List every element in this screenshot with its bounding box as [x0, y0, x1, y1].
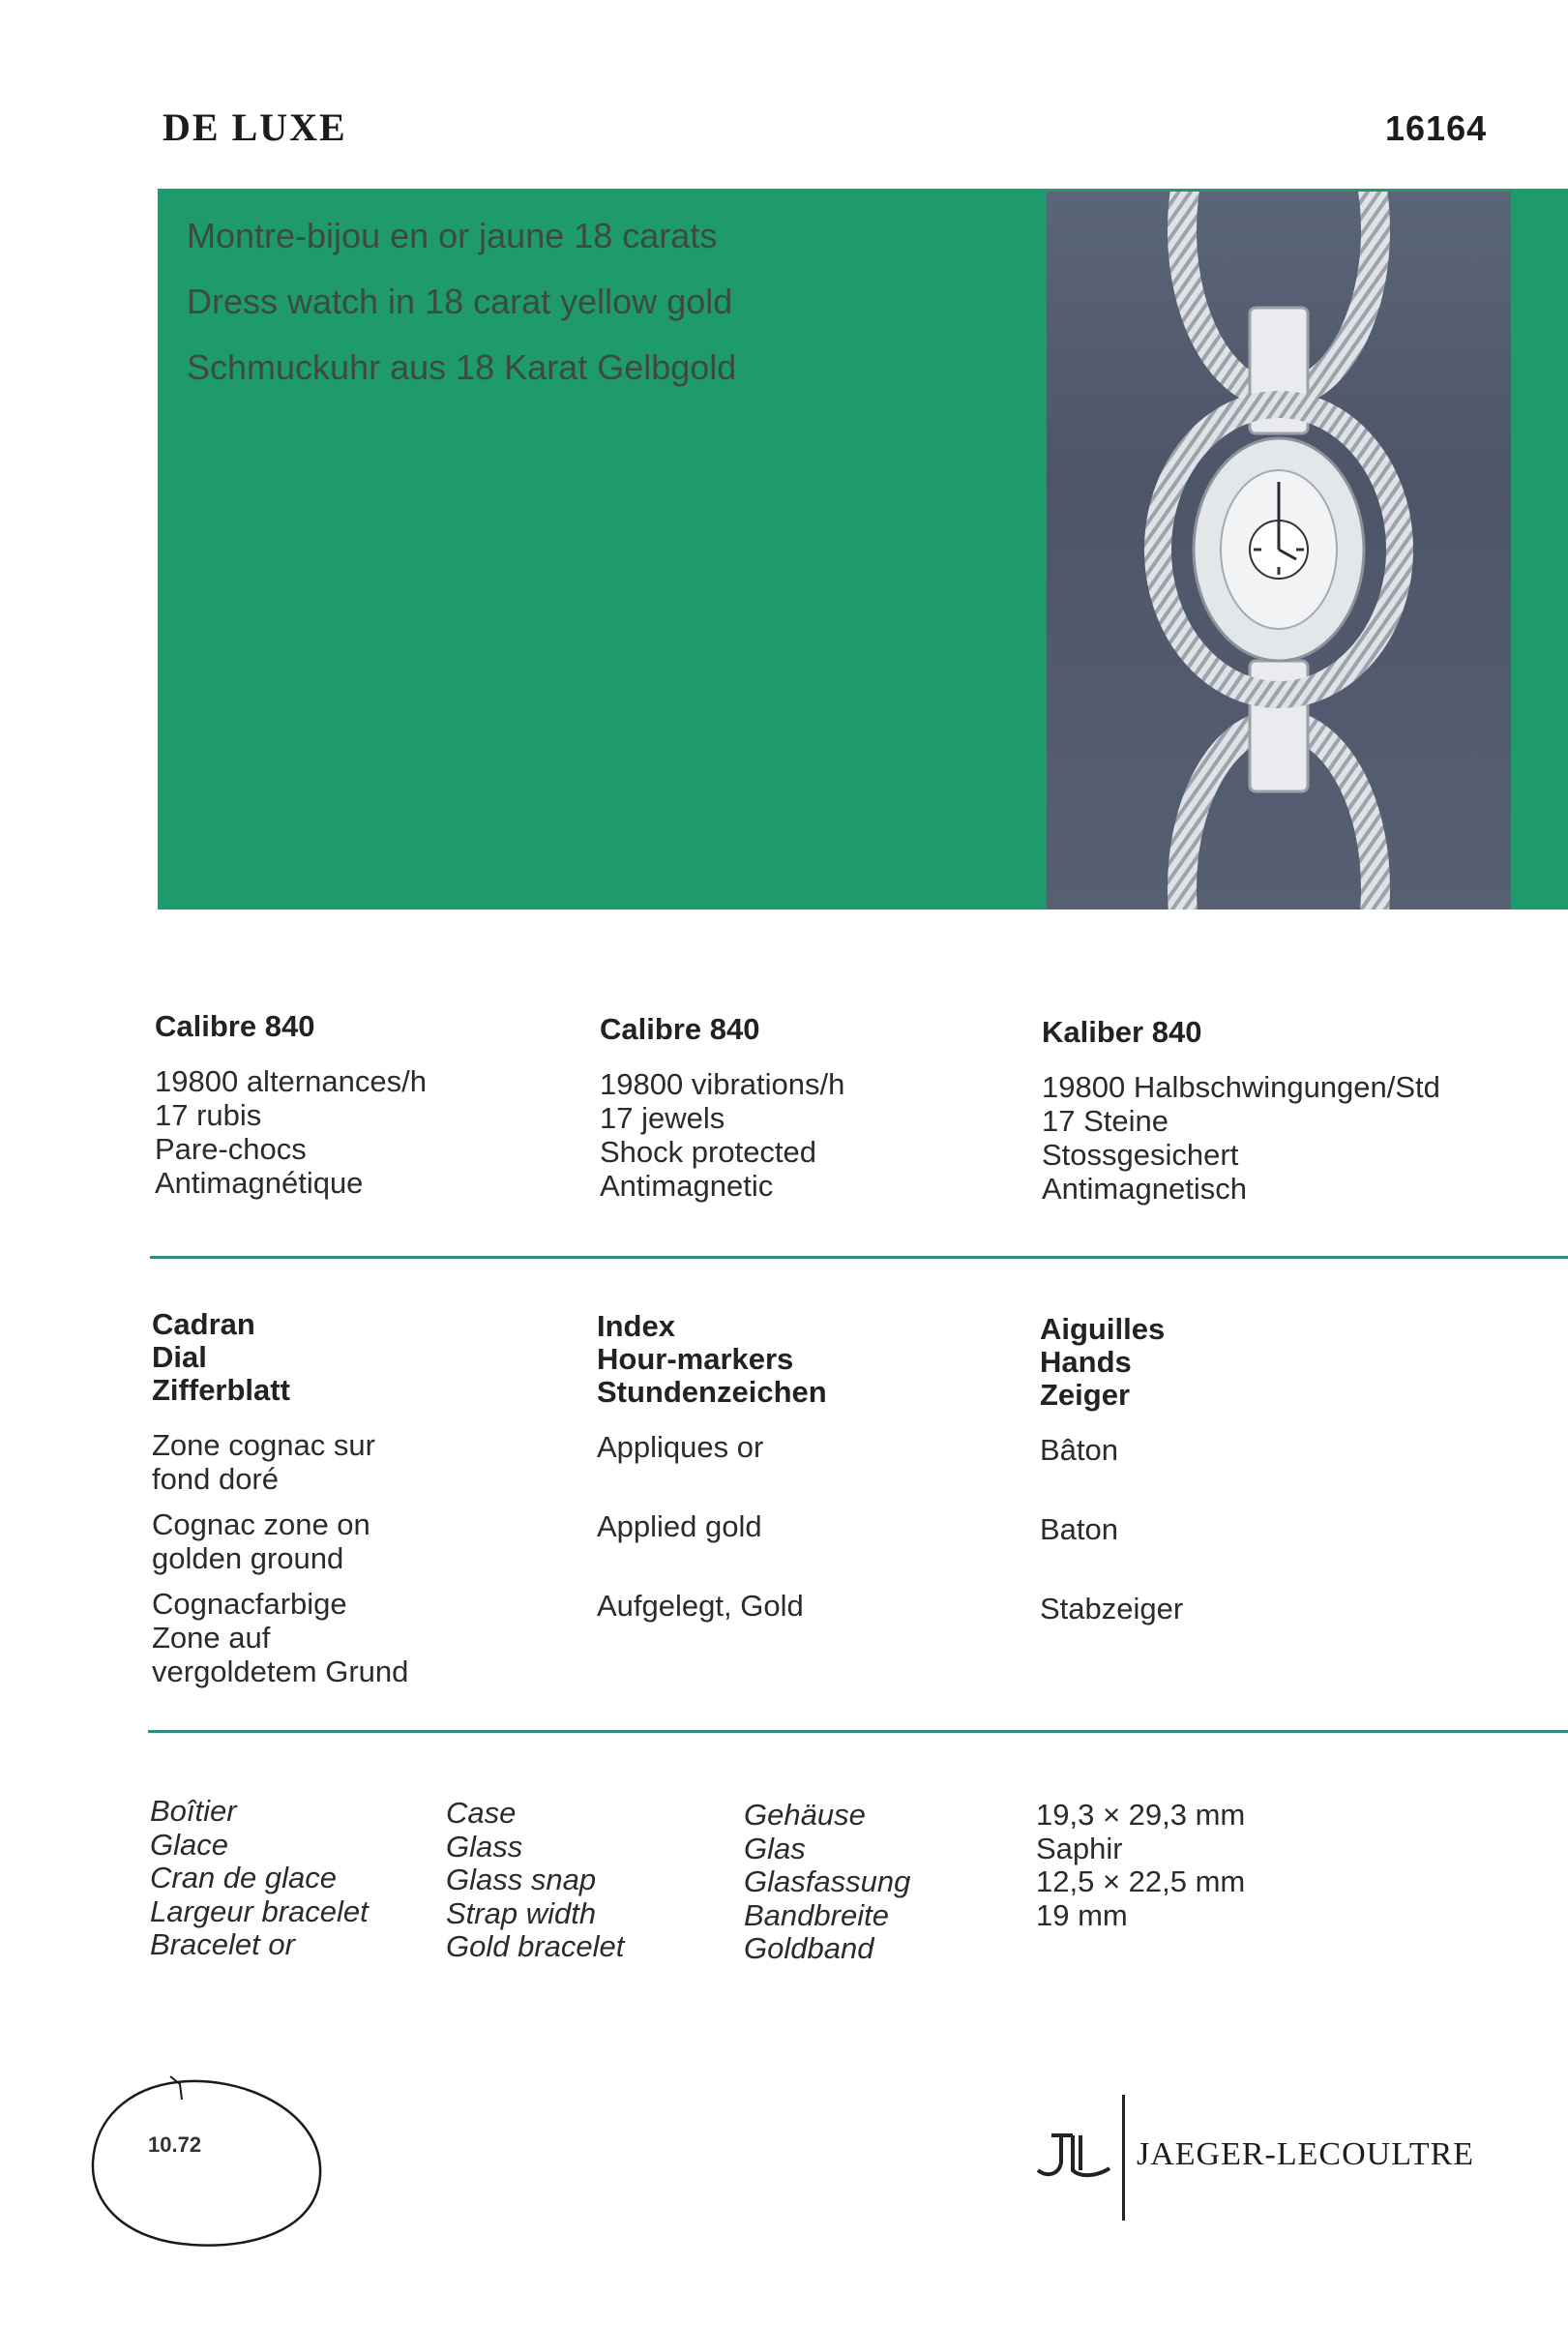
calibre-line: 17 Steine — [1042, 1104, 1169, 1138]
spec-value: 19 mm — [1036, 1897, 1128, 1932]
brand-logo-text: JAEGER-LECOULTRE — [1137, 2136, 1475, 2172]
watch-photo — [1047, 192, 1511, 910]
index-heading: Hour-markers — [597, 1342, 794, 1376]
dial-value-line: Cognacfarbige — [152, 1587, 347, 1621]
index-value: Aufgelegt, Gold — [597, 1589, 804, 1623]
spec-label-fr: Bracelet or — [150, 1927, 295, 1961]
spec-label-fr: Cran de glace — [150, 1861, 338, 1894]
dial-value-line: Zone cognac sur — [152, 1428, 375, 1462]
spec-label-fr: Glace — [150, 1827, 228, 1862]
section-divider — [148, 1730, 1568, 1733]
watch-illustration — [1047, 192, 1511, 910]
spec-label-de: Glasfassung — [744, 1864, 911, 1898]
hands-value: Baton — [1040, 1512, 1119, 1546]
brand-logo — [1030, 2090, 1553, 2225]
calibre-line: Pare-chocs — [155, 1132, 307, 1166]
spec-label-de: Gehäuse — [744, 1798, 866, 1832]
index-heading: Stundenzeichen — [597, 1375, 827, 1409]
spec-value: 12,5 × 22,5 mm — [1036, 1864, 1246, 1898]
calibre-line: Antimagnétique — [155, 1166, 364, 1200]
dial-value-line: vergoldetem Grund — [152, 1655, 409, 1688]
jl-monogram-icon — [1030, 2124, 1117, 2192]
calibre-col-de — [1042, 1016, 1440, 1206]
spec-label-de: Glas — [744, 1831, 806, 1865]
dial-heading: Cadran — [152, 1307, 255, 1341]
dial-value-line: golden ground — [152, 1541, 344, 1575]
calibre-line: Shock protected — [600, 1135, 817, 1169]
calibre-heading-en: Calibre 840 — [600, 1012, 760, 1046]
dial-heading: Dial — [152, 1340, 207, 1374]
spec-label-en: Strap width — [446, 1895, 597, 1930]
specs-col-de — [744, 1799, 910, 1966]
index-value: Appliques or — [597, 1430, 764, 1464]
calibre-col-en — [600, 1013, 844, 1203]
hands-value: Stabzeiger — [1040, 1592, 1184, 1625]
dial-col — [152, 1308, 408, 1688]
spec-label-en: Case — [446, 1796, 517, 1830]
logo-divider — [1122, 2095, 1125, 2221]
spec-value: 19,3 × 29,3 mm — [1036, 1798, 1246, 1832]
dial-value-line: Cognac zone on — [152, 1507, 370, 1541]
reference-number: 16164 — [1385, 108, 1488, 148]
spec-label-en: Gold bracelet — [446, 1929, 625, 1963]
dial-heading: Zifferblatt — [152, 1373, 290, 1407]
hands-value: Bâton — [1040, 1433, 1119, 1467]
hands-heading: Zeiger — [1040, 1378, 1131, 1412]
hands-heading: Aiguilles — [1040, 1312, 1166, 1346]
hero-title-en: Dress watch in 18 carat yellow gold — [187, 282, 733, 321]
calibre-line: 17 rubis — [155, 1098, 262, 1132]
dial-value-line: Zone auf — [152, 1621, 271, 1655]
calibre-line: Antimagnetic — [600, 1169, 774, 1203]
hero-title-fr: Montre-bijou en or jaune 18 carats — [187, 216, 718, 255]
print-date: 10.72 — [148, 2132, 202, 2157]
spec-label-de: Bandbreite — [744, 1897, 889, 1932]
brand-line: DE LUXE — [163, 105, 347, 149]
calibre-heading-fr: Calibre 840 — [155, 1009, 315, 1043]
calibre-line: 19800 Halbschwingungen/Std — [1042, 1070, 1440, 1104]
spec-value: Saphir — [1036, 1831, 1123, 1865]
specs-col-fr — [150, 1795, 369, 1962]
calibre-line: 19800 vibrations/h — [600, 1067, 845, 1101]
hero-title — [187, 203, 736, 401]
hand-drawn-circle — [85, 2071, 337, 2254]
calibre-heading-de: Kaliber 840 — [1042, 1015, 1202, 1049]
index-heading: Index — [597, 1309, 675, 1343]
spec-label-en: Glass snap — [446, 1863, 597, 1896]
section-divider — [150, 1256, 1568, 1259]
calibre-line: 17 jewels — [600, 1101, 725, 1135]
calibre-line: 19800 alternances/h — [155, 1064, 427, 1098]
dial-value-line: fond doré — [152, 1462, 279, 1496]
specs-values — [1036, 1799, 1245, 1932]
hero-title-de: Schmuckuhr aus 18 Karat Gelbgold — [187, 347, 737, 387]
spec-label-en: Glass — [446, 1829, 523, 1864]
index-value: Applied gold — [597, 1509, 762, 1543]
spec-label-de: Goldband — [744, 1931, 874, 1965]
specs-col-en — [446, 1797, 624, 1964]
calibre-line: Antimagnetisch — [1042, 1172, 1247, 1206]
index-col — [597, 1310, 827, 1623]
calibre-line: Stossgesichert — [1042, 1138, 1239, 1172]
hands-col — [1040, 1313, 1183, 1625]
spec-label-fr: Largeur bracelet — [150, 1894, 369, 1928]
spec-label-fr: Boîtier — [150, 1794, 237, 1828]
calibre-col-fr — [155, 1010, 427, 1200]
hands-heading: Hands — [1040, 1345, 1132, 1379]
